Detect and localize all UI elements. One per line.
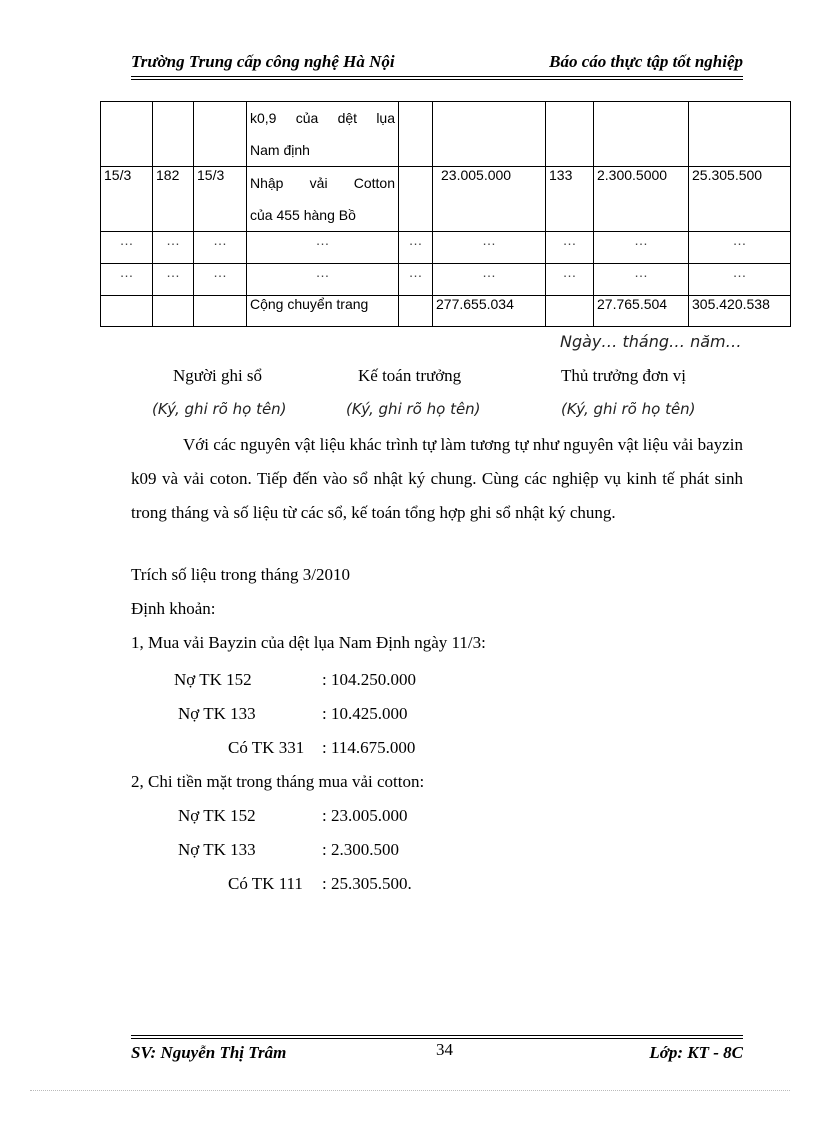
entry-account: Có TK 331 [228,738,305,757]
signature-role-director: Thủ trưởng đơn vị [561,366,686,385]
footer-rule [131,1035,743,1036]
entry-title: Định khoản: [131,599,216,618]
header-rule [131,76,743,77]
header-rule-thin [131,79,743,80]
entry-account: Nợ TK 152 [174,670,252,689]
signature-note: (Ký, ghi rõ họ tên) [561,400,696,418]
bottom-dotted-line [30,1090,790,1091]
cell-date: 15/3 [101,167,153,232]
entry-value: : 23.005.000 [322,806,408,825]
entry-value: : 25.305.500. [322,874,412,893]
footer-student: SV: Nguyễn Thị Trâm [131,1043,287,1062]
table-total-row [101,296,791,327]
cell-number: 182 [153,167,194,232]
total-tax: 27.765.504 [594,296,689,327]
total-amount: 277.655.034 [433,296,546,327]
body-paragraph: Với các nguyên vật liệu khác trình tự làm tương tự như nguyên vật liệu vải bayzin k09 và vải coton. Tiếp đến vào sổ nhật ký chung. Cùng các nghiệp vụ kinh tế phát sinh trong tháng và số liệu từ các sổ, kế toán tổng hợp ghi sổ nhật ký chung. [131,435,743,522]
entry-value: : 2.300.500 [322,840,399,859]
row1-desc-line1: k0,9 của dệt lụa [250,110,395,126]
row2-desc-line2: của 455 hàng Bồ [250,207,356,223]
report-title: Báo cáo thực tập tốt nghiệp [549,52,743,71]
entry-value: : 10.425.000 [322,704,408,723]
entry-account: Có TK 111 [228,874,303,893]
row2-desc-line1: Nhập vải Cotton [250,175,395,191]
footer-rule-thin [131,1038,743,1039]
entry-item-1: 1, Mua vải Bayzin của dệt lụa Nam Định ngày 11/3: [131,633,486,652]
table-row [101,167,791,232]
entry-item-2: 2, Chi tiền mặt trong tháng mua vải cotton: [131,772,425,791]
table-row [101,102,791,167]
cell-tax: 2.300.5000 [594,167,689,232]
entry-value: : 104.250.000 [322,670,416,689]
cell-date2: 15/3 [194,167,247,232]
signature-note: (Ký, ghi rõ họ tên) [346,400,481,418]
table-row: … … … … … … … … … [101,232,791,264]
date-line: Ngày… tháng… năm… [560,332,742,351]
signature-note: (Ký, ghi rõ họ tên) [152,400,287,418]
entry-account: Nợ TK 133 [178,840,256,859]
entry-value: : 114.675.000 [322,738,416,757]
extract-line: Trích số liệu trong tháng 3/2010 [131,565,350,584]
total-label: Cộng chuyển trang [247,296,399,327]
signature-role-chief-accountant: Kế toán trưởng [358,366,462,385]
total-sum: 305.420.538 [689,296,791,327]
entry-account: Nợ TK 133 [178,704,256,723]
signature-role-recorder: Người ghi sổ [173,366,263,385]
school-name: Trường Trung cấp công nghệ Hà Nội [131,52,395,71]
table-row: … … … … … … … … … [101,264,791,296]
page-header [131,52,743,74]
footer-class: Lớp: KT - 8C [649,1043,743,1062]
cell-total: 25.305.500 [689,167,791,232]
page-number: 34 [436,1040,453,1059]
entry-account: Nợ TK 152 [178,806,256,825]
row1-desc-line2: Nam định [250,142,310,158]
ledger-table [100,101,791,327]
cell-account: 133 [546,167,594,232]
cell-amount: 23.005.000 [433,167,546,232]
